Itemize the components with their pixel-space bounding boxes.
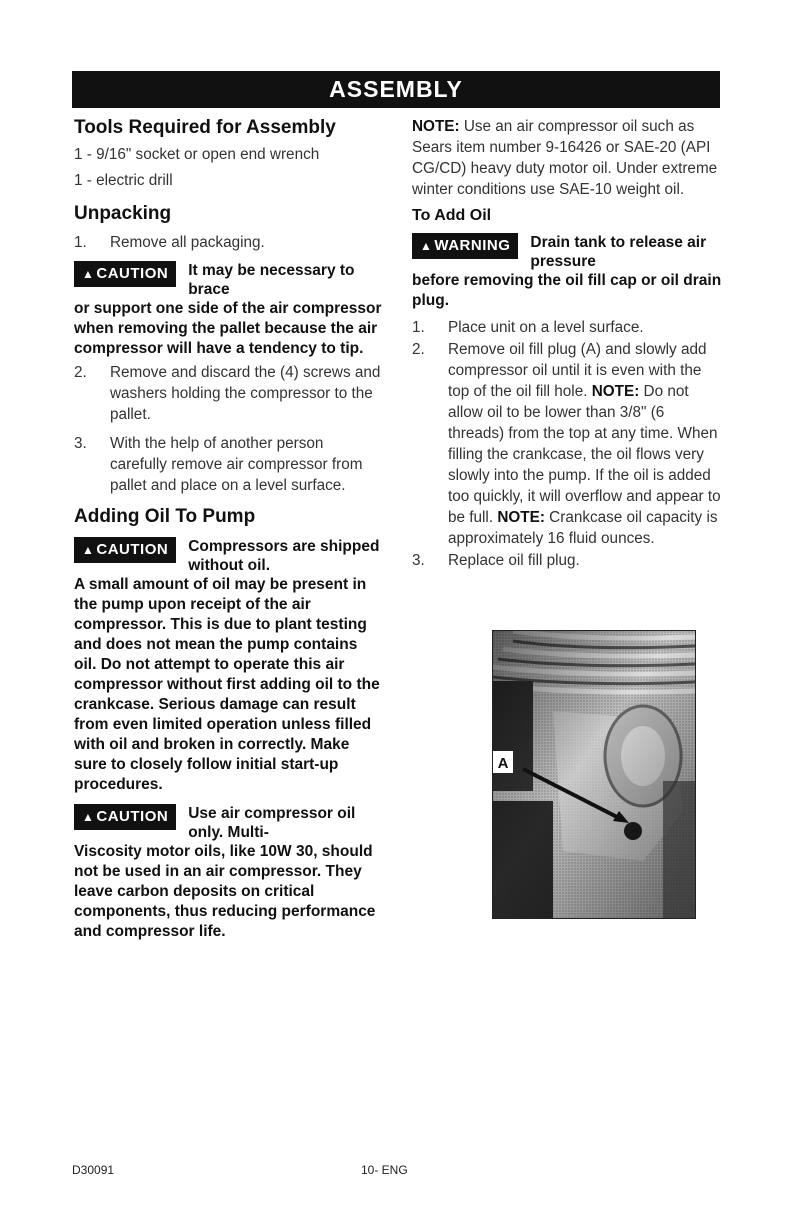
step-text: Remove all packaging. bbox=[110, 234, 265, 251]
warning-alert-drain bbox=[412, 233, 722, 271]
caution-alert-oil-type bbox=[74, 804, 384, 842]
warning-triangle-icon: ▲ bbox=[82, 267, 95, 281]
step-text-part: Do not allow oil to be lower than 3/8" (6 threads) from the top at any time. When filling the crankcase, the oil flows very slowly into the pump. If the oil is added too quickly, it will overflow and appear to be full. bbox=[448, 383, 721, 526]
warning-heading: Drain tank to release air pressure bbox=[530, 234, 707, 270]
warning-triangle-icon: ▲ bbox=[82, 810, 95, 824]
warning-body: before removing the oil fill cap or oil drain plug. bbox=[412, 272, 722, 309]
left-column bbox=[74, 116, 384, 942]
document-code: D30091 bbox=[72, 1163, 115, 1177]
add-oil-step-2 bbox=[412, 339, 722, 549]
caution-badge bbox=[74, 261, 176, 287]
step-number: 2. bbox=[74, 364, 87, 381]
caution-label: CAUTION bbox=[96, 265, 169, 282]
add-oil-step-1 bbox=[412, 317, 722, 338]
warning-triangle-icon: ▲ bbox=[420, 239, 433, 253]
step-number: 1. bbox=[74, 234, 87, 251]
tool-item-socket: 1 - 9/16" socket or open end wrench bbox=[74, 146, 320, 163]
unpacking-step-3 bbox=[74, 433, 384, 496]
caution-badge bbox=[74, 804, 176, 830]
note-label: NOTE: bbox=[412, 118, 460, 135]
warning-triangle-icon: ▲ bbox=[82, 543, 95, 557]
note-label: NOTE: bbox=[497, 509, 545, 526]
step-text: Remove and discard the (4) screws and washers holding the compressor to the pallet. bbox=[110, 364, 381, 423]
caution-alert-brace bbox=[74, 261, 384, 299]
step-text-part: Remove oil fill plug (A) and slowly add compressor oil until it is even with the top of the oil fill hole. bbox=[448, 341, 707, 400]
step-text-part: Crankcase oil capacity is approximately 16 fluid ounces. bbox=[448, 509, 718, 547]
caution-heading: Use air compressor oil only. Multi- bbox=[188, 805, 356, 841]
step-number: 1. bbox=[412, 319, 425, 336]
caution-label: CAUTION bbox=[96, 808, 169, 825]
pump-illustration bbox=[493, 631, 695, 918]
warning-label: WARNING bbox=[434, 237, 511, 254]
caution-body: Viscosity motor oils, like 10W 30, should not be used in an air compressor. They leave carbon deposits on critical components, thus reducing performance and compressor life. bbox=[74, 843, 376, 940]
caution-label: CAUTION bbox=[96, 541, 169, 558]
step-text: Replace oil fill plug. bbox=[448, 552, 580, 569]
step-number: 2. bbox=[412, 341, 425, 358]
tool-item-drill: 1 - electric drill bbox=[74, 172, 173, 189]
oil-note bbox=[412, 116, 722, 200]
note-text: Use an air compressor oil such as Sears item number 9-16426 or SAE-20 (API CG/CD) heavy duty motor oil. Under extreme winter conditions use SAE-10 weight oil. bbox=[412, 118, 718, 198]
caution-heading: It may be necessary to brace bbox=[188, 262, 355, 298]
caution-alert-no-oil bbox=[74, 537, 384, 575]
unpacking-heading: Unpacking bbox=[74, 203, 172, 224]
adding-oil-heading: Adding Oil To Pump bbox=[74, 506, 256, 527]
note-label: NOTE: bbox=[591, 383, 640, 400]
caution-body: A small amount of oil may be present in the pump upon receipt of the air compressor. This is due to plant testing and does not mean the pump contains oil. Do not attempt to operate this air compressor without first adding oil to the crankcase. Serious damage can result from even limited operation unless filled with oil and broken in correctly. Make sure to closely follow initial start-up procedures. bbox=[74, 576, 380, 793]
add-oil-step-3 bbox=[412, 550, 722, 571]
right-column bbox=[412, 116, 722, 571]
oil-fill-plug-photo bbox=[492, 630, 696, 919]
step-text bbox=[448, 339, 722, 549]
callout-label-a: A bbox=[497, 755, 509, 772]
to-add-oil-heading: To Add Oil bbox=[412, 207, 492, 224]
step-number: 3. bbox=[412, 552, 425, 569]
warning-badge bbox=[412, 233, 518, 259]
caution-badge bbox=[74, 537, 176, 563]
step-text: Place unit on a level surface. bbox=[448, 319, 644, 336]
step-text: With the help of another person carefully remove air compressor from pallet and place on a level surface. bbox=[110, 435, 363, 494]
section-banner: ASSEMBLY bbox=[72, 71, 720, 108]
caution-body: or support one side of the air compressor when removing the pallet because the air compressor will have a tendency to tip. bbox=[74, 300, 382, 357]
step-number: 3. bbox=[74, 435, 87, 452]
caution-heading: Compressors are shipped without oil. bbox=[188, 538, 380, 574]
tools-heading: Tools Required for Assembly bbox=[74, 117, 336, 138]
unpacking-step-1 bbox=[74, 232, 384, 253]
page-number: 10- ENG bbox=[361, 1163, 408, 1177]
unpacking-step-2 bbox=[74, 362, 384, 425]
